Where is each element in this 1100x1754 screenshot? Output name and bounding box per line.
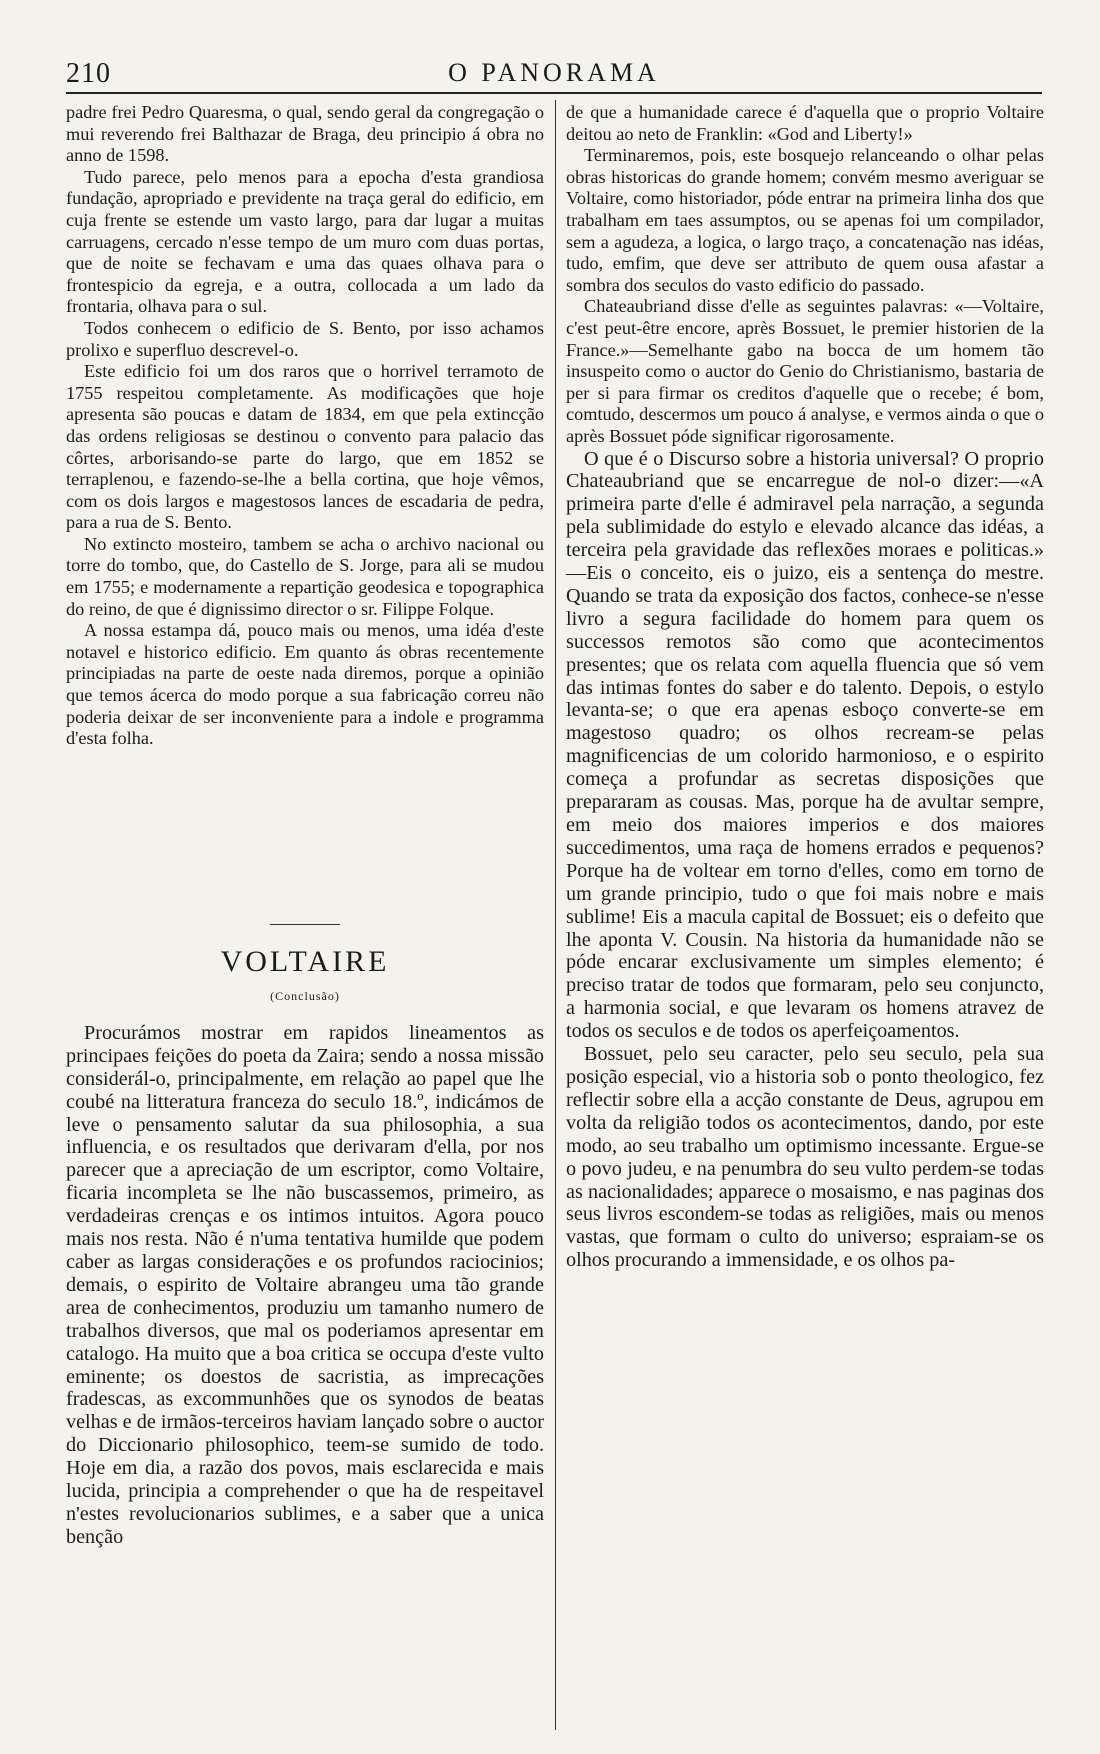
page-number: 210 (66, 58, 111, 89)
article-title: VOLTAIRE (220, 945, 390, 978)
article-subtitle: (Conclusão) (270, 989, 340, 1003)
paragraph: Tudo parece, pelo menos para a epocha d'esta grandiosa fundação, apropriado e previdente na traça geral do edificio, em cuja frente se estende um vasto largo, para dar lugar a muitas carruagens, cercado n'esse tempo de um muro com duas portas, que de noite se fechavam e uma das quaes olhava para o frontespicio da egreja, e a outra, collocada a um lado da frontaria, olhava para o sul. (66, 166, 544, 317)
column-divider (555, 100, 556, 1730)
header-rule (66, 92, 1042, 94)
paragraph: de que a humanidade carece é d'aquella que o proprio Voltaire deitou ao neto de Franklin: «God and Liberty!» (566, 102, 1044, 144)
paragraph: No extincto mosteiro, tambem se acha o archivo nacional ou torre do tombo, que, do Castello de S. Jorge, para ali se mudou em 1755; e modernamente a repartição geodesica e topographica do reino, de que é dignissimo director o sr. Filippe Folque. (66, 533, 544, 619)
left-column (66, 102, 544, 750)
section-rule (270, 924, 340, 925)
journal-title: O PANORAMA (448, 58, 660, 87)
paragraph: Terminaremos, pois, este bosquejo relanceando o olhar pelas obras historicas do grande homem; convém mesmo averiguar se Voltaire, como historiador, póde entrar na primeira linha dos que trabalham em taes assumptos, ou se apenas foi um compilador, sem a agudeza, a logica, o largo traço, a concatenação nas idéas, tudo, emfim, que deve ser attributo de quem ousa afastar a sombra dos seculos do vasto edificio do passado. (566, 145, 1044, 295)
paragraph: Bossuet, pelo seu caracter, pelo seu seculo, pela sua posição especial, vio a historia sob o ponto theologico, fez reflectir sobre ella a acção constante de Deus, agrupou em volta da religião todos os acontecimentos, dando, por este modo, ao seu trabalho um optimismo incessante. Ergue-se o povo judeu, e na penumbra do seu vulto perdem-se todas as nacionalidades; apparece o mosaismo, e nas paginas dos seus livros escondem-se todas as religiões, mais ou menos vastas, que formam o culto do universo; espraiam-se os olhos procurando a immensidade, e os olhos pa- (566, 1043, 1044, 1272)
paragraph: A nossa estampa dá, pouco mais ou menos, uma idéa d'este notavel e historico edificio. Em quanto ás obras recentemente principiadas na parte de oeste nada diremos, porque a opinião que temos ácerca do modo porque a sua fabricação correu não poderia deixar de ser inconveniente para a indole e programma d'esta folha. (66, 620, 544, 749)
paragraph: Este edificio foi um dos raros que o horrivel terramoto de 1755 respeitou completamente. As modificações que hoje apresenta são poucas e datam de 1834, em que pela extincção das ordens religiosas se destinou o convento para palacio das côrtes, arborisando-se parte do largo, que em 1852 se terraplenou, e fazendo-se-lhe a bella cortina, que hoje vêmos, com os dois largos e magestosos lances de escadaria de pedra, para a rua de S. Bento. (66, 361, 544, 533)
article-body (66, 1022, 544, 1549)
paragraph: Chateaubriand disse d'elle as seguintes palavras: «—Voltaire, c'est peut-être encore, après Bossuet, le premier historien de la France.»—Semelhante gabo na bocca de um homem tão insuspeito como o auctor do Genio do Christianismo, bastaria de per si para firmar os creditos d'aquelle que o recebe; é bom, comtudo, descermos um pouco á analyse, e vermos ainda o que o après Bossuet póde significar rigorosamente. (566, 296, 1044, 446)
paragraph: Procurámos mostrar em rapidos lineamentos as principaes feições do poeta da Zaira; sendo a nossa missão considerál-o, principalmente, em relação ao papel que lhe coubé na litteratura franceza do seculo 18.º, indicámos de leve o pensamento salutar da sua philosophia, a sua influencia, e os resultados que derivaram d'ella, por nos parecer que a apreciação de um escriptor, como Voltaire, ficaria incompleta se lhe não buscassemos, primeiro, as verdadeiras crenças e os intimos intuitos. Agora pouco mais nos resta. Não é n'uma tentativa humilde que podem caber as largas considerações e os profundos raciocinios; demais, o espirito de Voltaire abrangeu uma tão grande area de conhecimentos, produziu um tamanho numero de trabalhos diversos, que mal os poderiamos apresentar em catalogo. Ha muito que a boa critica se occupa d'este vulto eminente; os doestos de sacristia, as imprecações fradescas, as excommunhões que os synodos de beatas velhas e de irmãos-terceiros haviam lançado sobre o auctor do Diccionario philosophico, teem-se sumido de todo. Hoje em dia, a razão dos povos, mais esclarecida e mais lucida, principia a comprehender o que ha de respeitavel n'estes revolucionarios sublimes, e a saber que a unica benção (66, 1021, 544, 1548)
paragraph: Todos conhecem o edificio de S. Bento, por isso achamos prolixo e superfluo descrevel-o. (66, 317, 544, 360)
page-header (66, 50, 1042, 90)
voltaire-article (66, 924, 544, 1549)
right-column (566, 102, 1044, 1272)
paragraph: padre frei Pedro Quaresma, o qual, sendo geral da congregação o mui reverendo frei Balthazar de Braga, deu principio á obra no anno de 1598. (66, 102, 544, 166)
right-column-lower (566, 448, 1044, 1273)
paragraph: O que é o Discurso sobre a historia universal? O proprio Chateaubriand que se encarregue de nol-o dizer:—«A primeira parte d'elle é admiravel pela narração, a segunda pela sublimidade do estylo e elevado alcance das idéas, a terceira pela gravidade das reflexões moraes e politicas.» —Eis o conceito, eis o juizo, eis a sentença do mestre. Quando se trata da exposição dos factos, conhece-se n'esse livro a segura facilidade do homem para quem os successos remotos são como que acontecimentos presentes; que os relata com aquella fluencia que só vem das intimas fontes do saber e do talento. Depois, o estylo levanta-se; o que era apenas esboço converte-se em magestoso quadro; os olhos recream-se pelas magnificencias de um colorido harmonioso, e o espirito começa a profundar as secretas disposições que prepararam as cousas. Mas, porque ha de avultar sempre, em meio dos maiores imperios e dos maiores succedimentos, uma raça de homens errados e pequenos? Porque ha de voltear em torno d'elles, como em torno de um grande principio, tudo o que foi mais nobre e mais sublime! Eis a macula capital de Bossuet; eis o defeito que lhe aponta V. Cousin. Na historia da humanidade não se póde encarar exclusivamente um simples elemento; é preciso tratar de todos que formaram, pelo seu conjuncto, a harmonia social, e que levaram os homens atravez de todos os seculos e de todos os aperfeiçoamentos. (566, 447, 1044, 1043)
